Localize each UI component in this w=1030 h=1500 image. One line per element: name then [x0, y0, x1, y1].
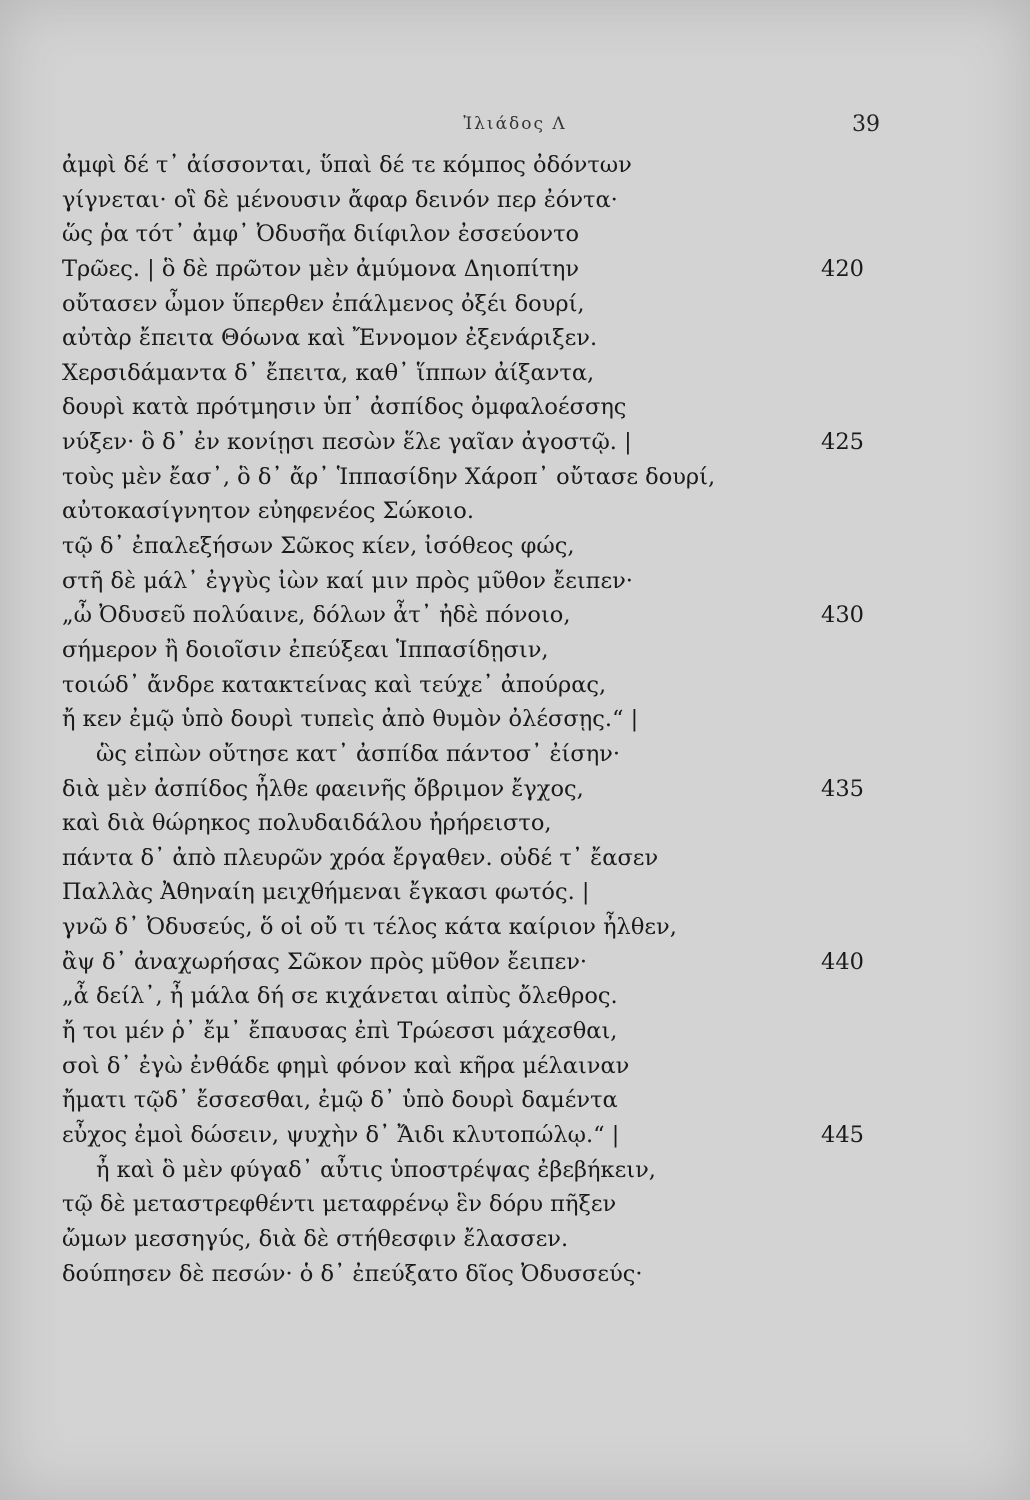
verse-text: οὔτασεν ὦμον ὕπερθεν ἐπάλμενος ὀξέι δουρί, — [62, 290, 585, 317]
verse-text: Χερσιδάμαντα δ᾽ ἔπειτα, καθ᾽ ἵππων ἀίξαντα, — [62, 359, 595, 386]
verse-line — [62, 321, 882, 356]
verse-text: ἤ κεν ἐμῷ ὑπὸ δουρὶ τυπεὶς ἀπὸ θυμὸν ὀλέσσῃς.“ | — [62, 706, 639, 733]
verse-text: ἦ καὶ ὃ μὲν φύγαδ᾽ αὖτις ὑποστρέψας ἐβεβήκειν, — [96, 1156, 656, 1183]
verse-line — [62, 183, 882, 218]
verse-line — [62, 1187, 882, 1222]
verse-line — [62, 598, 882, 633]
verse-line — [62, 356, 882, 391]
verse-line — [62, 1118, 882, 1153]
line-number: 440 — [821, 948, 864, 975]
line-number: 445 — [821, 1121, 864, 1148]
verse-text: γνῶ δ᾽ Ὀδυσεύς, ὅ οἱ οὔ τι τέλος κάτα καίριον ἦλθεν, — [62, 914, 677, 941]
verse-text: τῷ δὲ μεταστρεφθέντι μεταφρένῳ ἓν δόρυ πῆξεν — [62, 1191, 617, 1218]
verse-text: αὐτοκασίγνητον εὐηφενέος Σώκοιο. — [62, 498, 474, 525]
verse-line — [62, 287, 882, 322]
verse-line — [62, 494, 882, 529]
verse-text: δουρὶ κατὰ πρότμησιν ὑπ᾽ ἀσπίδος ὀμφαλοέσσης — [62, 394, 627, 421]
verse-text: Παλλὰς Ἀθηναίη μειχθήμεναι ἔγκασι φωτός. | — [62, 879, 590, 906]
verse-line — [62, 1257, 882, 1292]
verse-text: ἤ τοι μέν ῥ᾽ ἔμ᾽ ἔπαυσας ἐπὶ Τρώεσσι μάχεσθαι, — [62, 1018, 618, 1045]
verse-text: πάντα δ᾽ ἀπὸ πλευρῶν χρόα ἔργαθεν. οὐδέ τ᾽ ἔασεν — [62, 844, 659, 871]
verse-line — [62, 252, 882, 287]
verse-line — [62, 1049, 882, 1084]
verse-text: εὖχος ἐμοὶ δώσειν, ψυχὴν δ᾽ Ἄιδι κλυτοπώλῳ.“ | — [62, 1121, 620, 1148]
verse-text: ὥς ῥα τότ᾽ ἀμφ᾽ Ὀδυσῆα διίφιλον ἐσσεύοντο — [62, 221, 580, 248]
verse-line — [62, 633, 882, 668]
verse-line — [62, 841, 882, 876]
verse-text: „ὦ Ὀδυσεῦ πολύαινε, δόλων ἆτ᾽ ἠδὲ πόνοιο, — [62, 602, 571, 629]
verse-line — [62, 702, 882, 737]
verse-text: γίγνεται· οἳ δὲ μένουσιν ἄφαρ δεινόν περ ἐόντα· — [62, 186, 618, 213]
verse-text: ἤματι τῷδ᾽ ἔσσεσθαι, ἐμῷ δ᾽ ὑπὸ δουρὶ δαμέντα — [62, 1087, 618, 1114]
verse-line — [62, 529, 882, 564]
verse-text: τοὺς μὲν ἔασ᾽, ὃ δ᾽ ἄρ᾽ Ἱππασίδην Χάροπ᾽ οὔτασε δουρί, — [62, 463, 716, 490]
verse-line — [62, 910, 882, 945]
verse-line — [62, 460, 882, 495]
verse-text: ὤμων μεσσηγύς, διὰ δὲ στήθεσφιν ἔλασσεν. — [62, 1225, 569, 1252]
verse-line — [62, 945, 882, 980]
verse-text: δούπησεν δὲ πεσών· ὁ δ᾽ ἐπεύξατο δῖος Ὀδυσσεύς· — [62, 1260, 643, 1287]
verse-text: σήμερον ἢ δοιοῖσιν ἐπεύξεαι Ἱππασίδῃσιν, — [62, 636, 549, 663]
verse-line — [62, 1083, 882, 1118]
line-number: 435 — [821, 775, 864, 802]
verse-line — [62, 737, 882, 772]
verse-line — [62, 668, 882, 703]
verse-text: Τρῶες. | ὃ δὲ πρῶτον μὲν ἀμύμονα Δηιοπίτην — [62, 255, 580, 282]
line-number: 430 — [821, 602, 864, 629]
verse-line — [62, 148, 882, 183]
verse-text: ὣς εἰπὼν οὔτησε κατ᾽ ἀσπίδα πάντοσ᾽ ἐίσην· — [96, 740, 621, 767]
verse-text: ἀμφὶ δέ τ᾽ ἀίσσονται, ὕπαὶ δέ τε κόμπος ὀδόντων — [62, 152, 632, 178]
verse-text-block — [62, 148, 882, 1291]
verse-line — [62, 1153, 882, 1188]
verse-text: στῆ δὲ μάλ᾽ ἐγγὺς ἰὼν καί μιν πρὸς μῦθον ἔειπεν· — [62, 567, 633, 594]
verse-text: σοὶ δ᾽ ἐγὼ ἐνθάδε φημὶ φόνον καὶ κῆρα μέλαιναν — [62, 1052, 630, 1079]
verse-line — [62, 875, 882, 910]
verse-text: „ἆ δείλ᾽, ἦ μάλα δή σε κιχάνεται αἰπὺς ὄλεθρος. — [62, 983, 618, 1010]
verse-line — [62, 772, 882, 807]
verse-text: αὐτὰρ ἔπειτα Θόωνα καὶ Ἔννομον ἐξενάριξεν. — [62, 325, 598, 352]
verse-text: νύξεν· ὃ δ᾽ ἐν κονίῃσι πεσὼν ἕλε γαῖαν ἀγοστῷ. | — [62, 429, 632, 456]
line-number: 425 — [821, 429, 864, 456]
verse-text: καὶ διὰ θώρηκος πολυδαιδάλου ἠρήρειστο, — [62, 810, 552, 837]
verse-line — [62, 806, 882, 841]
running-header-title: Ἰλιάδος Λ — [463, 114, 567, 134]
verse-text: τῷ δ᾽ ἐπαλεξήσων Σῶκος κίεν, ἰσόθεος φώς, — [62, 533, 575, 560]
verse-line — [62, 979, 882, 1014]
line-number: 420 — [821, 255, 864, 282]
verse-text: διὰ μὲν ἀσπίδος ἦλθε φαεινῆς ὄβριμον ἔγχος, — [62, 775, 584, 802]
verse-text: τοιώδ᾽ ἄνδρε κατακτείνας καὶ τεύχε᾽ ἀπούρας, — [62, 671, 607, 698]
verse-line — [62, 1014, 882, 1049]
verse-line — [62, 564, 882, 599]
verse-line — [62, 217, 882, 252]
verse-text: ἂψ δ᾽ ἀναχωρήσας Σῶκον πρὸς μῦθον ἔειπεν· — [62, 948, 588, 975]
verse-line — [62, 425, 882, 460]
verse-line — [62, 1222, 882, 1257]
verse-line — [62, 390, 882, 425]
page-number: 39 — [852, 112, 880, 137]
